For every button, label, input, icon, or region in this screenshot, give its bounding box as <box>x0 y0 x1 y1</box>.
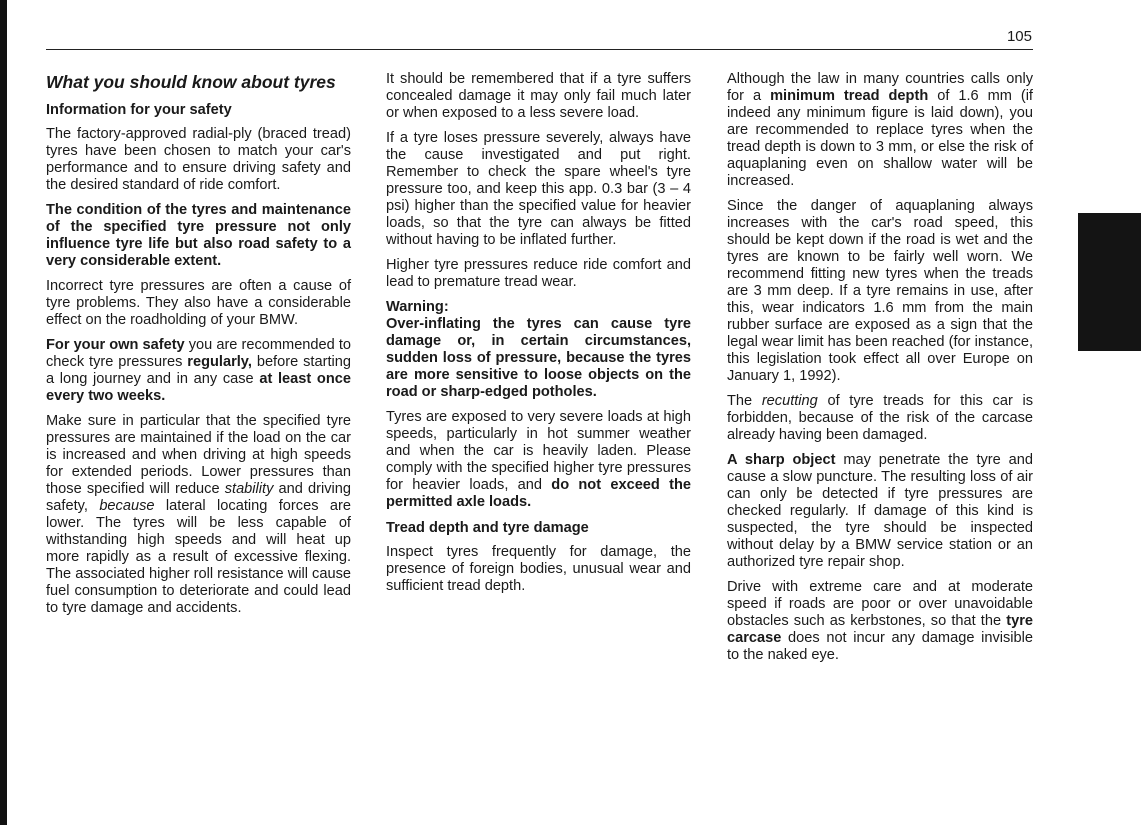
thumb-index-tab <box>1078 213 1141 351</box>
text-span: Although the law in many countries calls only for a <box>727 71 1033 104</box>
text-span: before starting a long journey and in any case <box>46 354 351 387</box>
paragraph-severe-loads <box>386 409 691 511</box>
paragraph-condition: The condition of the tyres and maintenance of the specified tyre pressure not only influence tyre life but also road safety to a very considerable extent. <box>46 202 351 269</box>
paragraph-factory-tyres: The factory-approved radial-ply (braced tread) tyres have been chosen to match your car's performance and to ensure driving safety and the desired standard of ride comfort. <box>46 126 351 193</box>
paragraph-incorrect-pressures: Incorrect tyre pressures are often a cause of tyre problems. They also have a considerable effect on the roadholding of your BMW. <box>46 278 351 328</box>
text-span: Drive with extreme care and at moderate speed if roads are poor or over unavoidable obstacles such as kerbstones, so that the <box>727 579 1033 629</box>
paragraph-inspect-tyres: Inspect tyres frequently for damage, the presence of foreign bodies, unusual wear and sufficient tread depth. <box>386 544 691 594</box>
text-span: and driving safety, <box>46 481 351 514</box>
text-span: The <box>727 393 762 409</box>
emphasis-own-safety: For your own safety <box>46 337 185 353</box>
column-2 <box>386 71 691 603</box>
header-rule <box>46 49 1033 50</box>
paragraph-make-sure <box>46 413 351 617</box>
binding-edge <box>0 0 7 825</box>
warning-text: Over-inflating the tyres can cause tyre damage or, in certain circumstances, sudden loss of pressure, because the tyres are more sensitive to loose objects on the road or sharp-edged potholes. <box>386 316 691 400</box>
text-span: lateral locating forces are lower. The tyres will be less capable of withstanding high speeds and will heat up more rapidly as a result of excessive flexing. The associated higher roll resistance will cause fuel consumption to deteriorate and could lead to tyre damage and accidents. <box>46 498 351 616</box>
paragraph-drive-care <box>727 579 1033 664</box>
paragraph-recutting <box>727 393 1033 444</box>
emphasis-axle-loads: do not exceed the permitted axle loads. <box>386 477 691 510</box>
italic-because: because <box>99 498 155 514</box>
paragraph-concealed-damage: It should be remembered that if a tyre suffers concealed damage it may only fail much later or when exposed to a less severe load. <box>386 71 691 121</box>
text-span: Tyres are exposed to very severe loads at high speeds, particularly in hot summer weather and when the car is heavily laden. Please comply with the specified higher tyre pressures for heavier loads, and <box>386 409 691 493</box>
warning-label: Warning: <box>386 299 449 315</box>
paragraph-sharp-object <box>727 452 1033 571</box>
warning-block <box>386 299 691 401</box>
emphasis-two-weeks: at least once every two weeks. <box>46 371 351 404</box>
text-span: Make sure in particular that the specified tyre pressures are maintained if the load on the car is increased and when driving at high speeds for extended periods. Lower pressures than those specified will reduce <box>46 413 351 497</box>
column-1 <box>46 71 351 625</box>
subheading-tread-depth: Tread depth and tyre damage <box>386 520 589 536</box>
italic-stability: stability <box>224 481 274 497</box>
text-span: may penetrate the tyre and cause a slow puncture. The resulting loss of air can only be detected if tyre pressures are checked regularly. If damage of this kind is suspected, the tyre should be inspected without delay by a BMW service station or an authorized tyre repair shop. <box>727 452 1033 570</box>
column-3 <box>727 71 1033 672</box>
paragraph-tread-depth-law <box>727 71 1033 190</box>
italic-recutting: recutting <box>761 393 818 409</box>
paragraph-own-safety <box>46 337 351 405</box>
text-span: of tyre treads for this car is forbidden, because of the risk of the carcase already having been damaged. <box>727 393 1034 443</box>
text-span: you are recommended to check tyre pressures <box>46 337 352 370</box>
paragraph-higher-pressures: Higher tyre pressures reduce ride comfort and lead to premature tread wear. <box>386 257 691 290</box>
emphasis-regularly: regularly, <box>187 354 252 370</box>
section-title: What you should know about tyres <box>46 72 336 92</box>
emphasis-min-tread: minimum tread depth <box>770 88 929 104</box>
text-span: of 1.6 mm (if indeed any minimum figure is laid down), you are recommended to replace tyres when the tread depth is down to 3 mm, or else the risk of aquaplaning even on shallow water will be increased. <box>727 88 1033 189</box>
paragraph-aquaplaning: Since the danger of aquaplaning always increases with the car's road speed, this should be kept down if the road is wet and the tyres are known to be fairly well worn. We recommend fitting new tyres when the treads are 3 mm deep. If a tyre remains in use, after this, wear indicators 1.6 mm from the main rubber surface are exposed as a sign that the legal wear limit has been reached (for instance, this legislation took effect all over Europe on January 1, 1992). <box>727 198 1033 384</box>
subheading-safety: Information for your safety <box>46 102 232 118</box>
emphasis-tyre-carcase: tyre carcase <box>727 613 1033 646</box>
emphasis-sharp-object: A sharp object <box>727 452 836 468</box>
paragraph-loses-pressure: If a tyre loses pressure severely, always have the cause investigated and put right. Remember to check the spare wheel's tyre pressure too, and keep this app. 0.3 bar (3 – 4 psi) higher than the specified value for heavier loads, so that the tyre can always be fitted without having to be inflated further. <box>386 130 691 248</box>
page-number: 105 <box>1006 28 1032 45</box>
text-span: does not incur any damage invisible to the naked eye. <box>727 630 1033 663</box>
